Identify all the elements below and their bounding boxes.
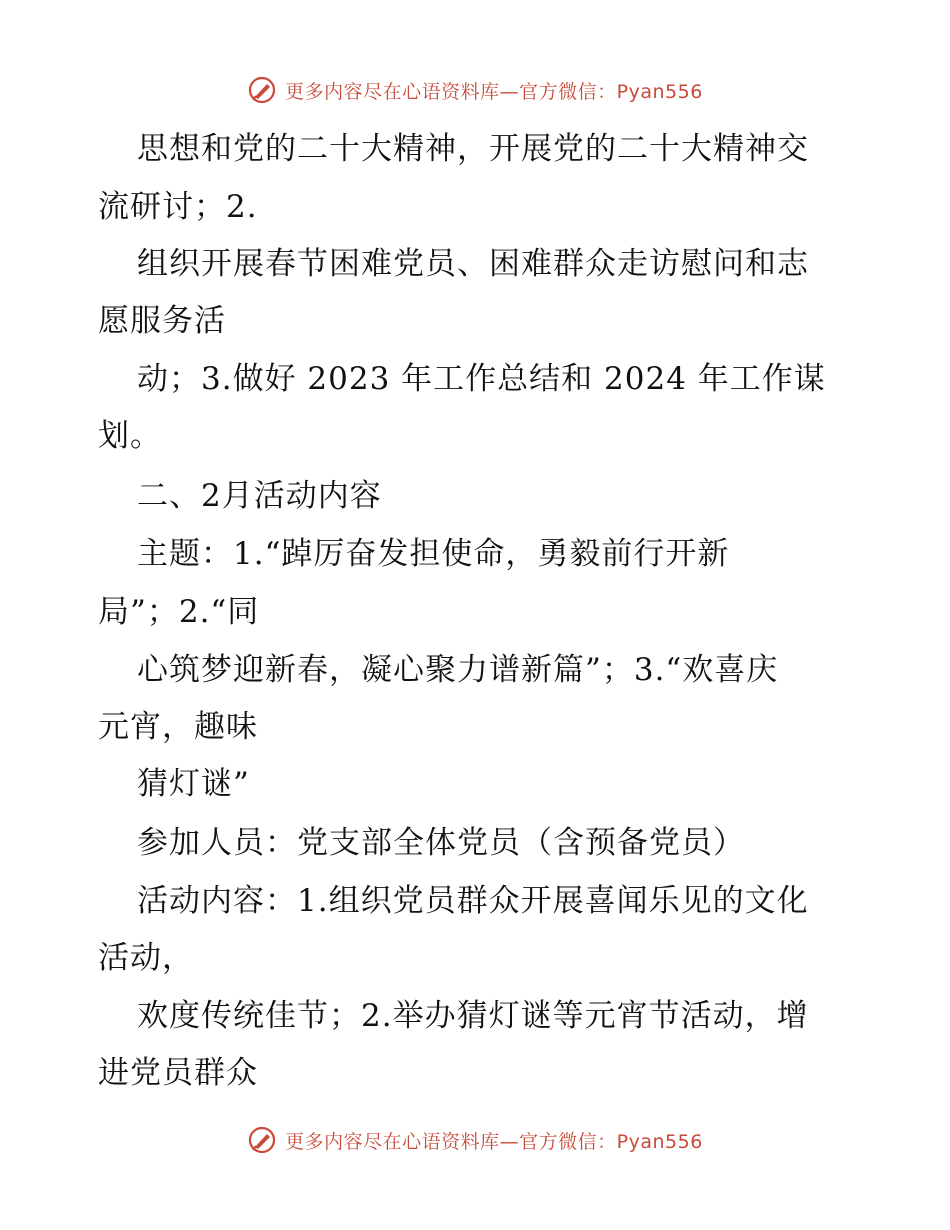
text-line: 组织开展春节困难党员、困难群众走访慰问和志 [137,246,809,282]
header-banner-text: 更多内容尽在心语资料库—官方微信：Pyan556 [285,80,703,103]
text-line: 划。 [98,418,162,454]
text-line: 进党员群众 [98,1055,258,1091]
text-line: 思想和党的二十大精神，开展党的二十大精神交 [137,131,809,167]
text-line: 欢度传统佳节；2.举办猜灯谜等元宵节活动，增 [137,998,809,1034]
text-line: 元宵，趣味 [98,709,258,745]
quill-circle-logo-icon [247,1125,277,1155]
footer-banner-text: 更多内容尽在心语资料库—官方微信：Pyan556 [285,1130,703,1153]
text-line: 局”；2.“同 [98,594,260,630]
text-line: 猜灯谜” [137,766,250,802]
section-heading: 二、2月活动内容 [137,478,382,514]
text-line: 愿服务活 [98,303,226,339]
text-line: 动；3.做好 2023 年工作总结和 2024 年工作谋 [137,361,826,397]
text-line: 主题：1.“踔厉奋发担使命，勇毅前行开新 [137,536,730,572]
text-line: 活动， [98,940,194,976]
text-line: 流研讨；2. [98,189,258,225]
text-line: 心筑梦迎新春，凝心聚力谱新篇”；3.“欢喜庆 [137,652,779,688]
footer-watermark-banner [0,1120,950,1160]
text-line: 活动内容：1.组织党员群众开展喜闻乐见的文化 [137,883,809,919]
text-line: 参加人员：党支部全体党员（含预备党员） [137,825,745,861]
